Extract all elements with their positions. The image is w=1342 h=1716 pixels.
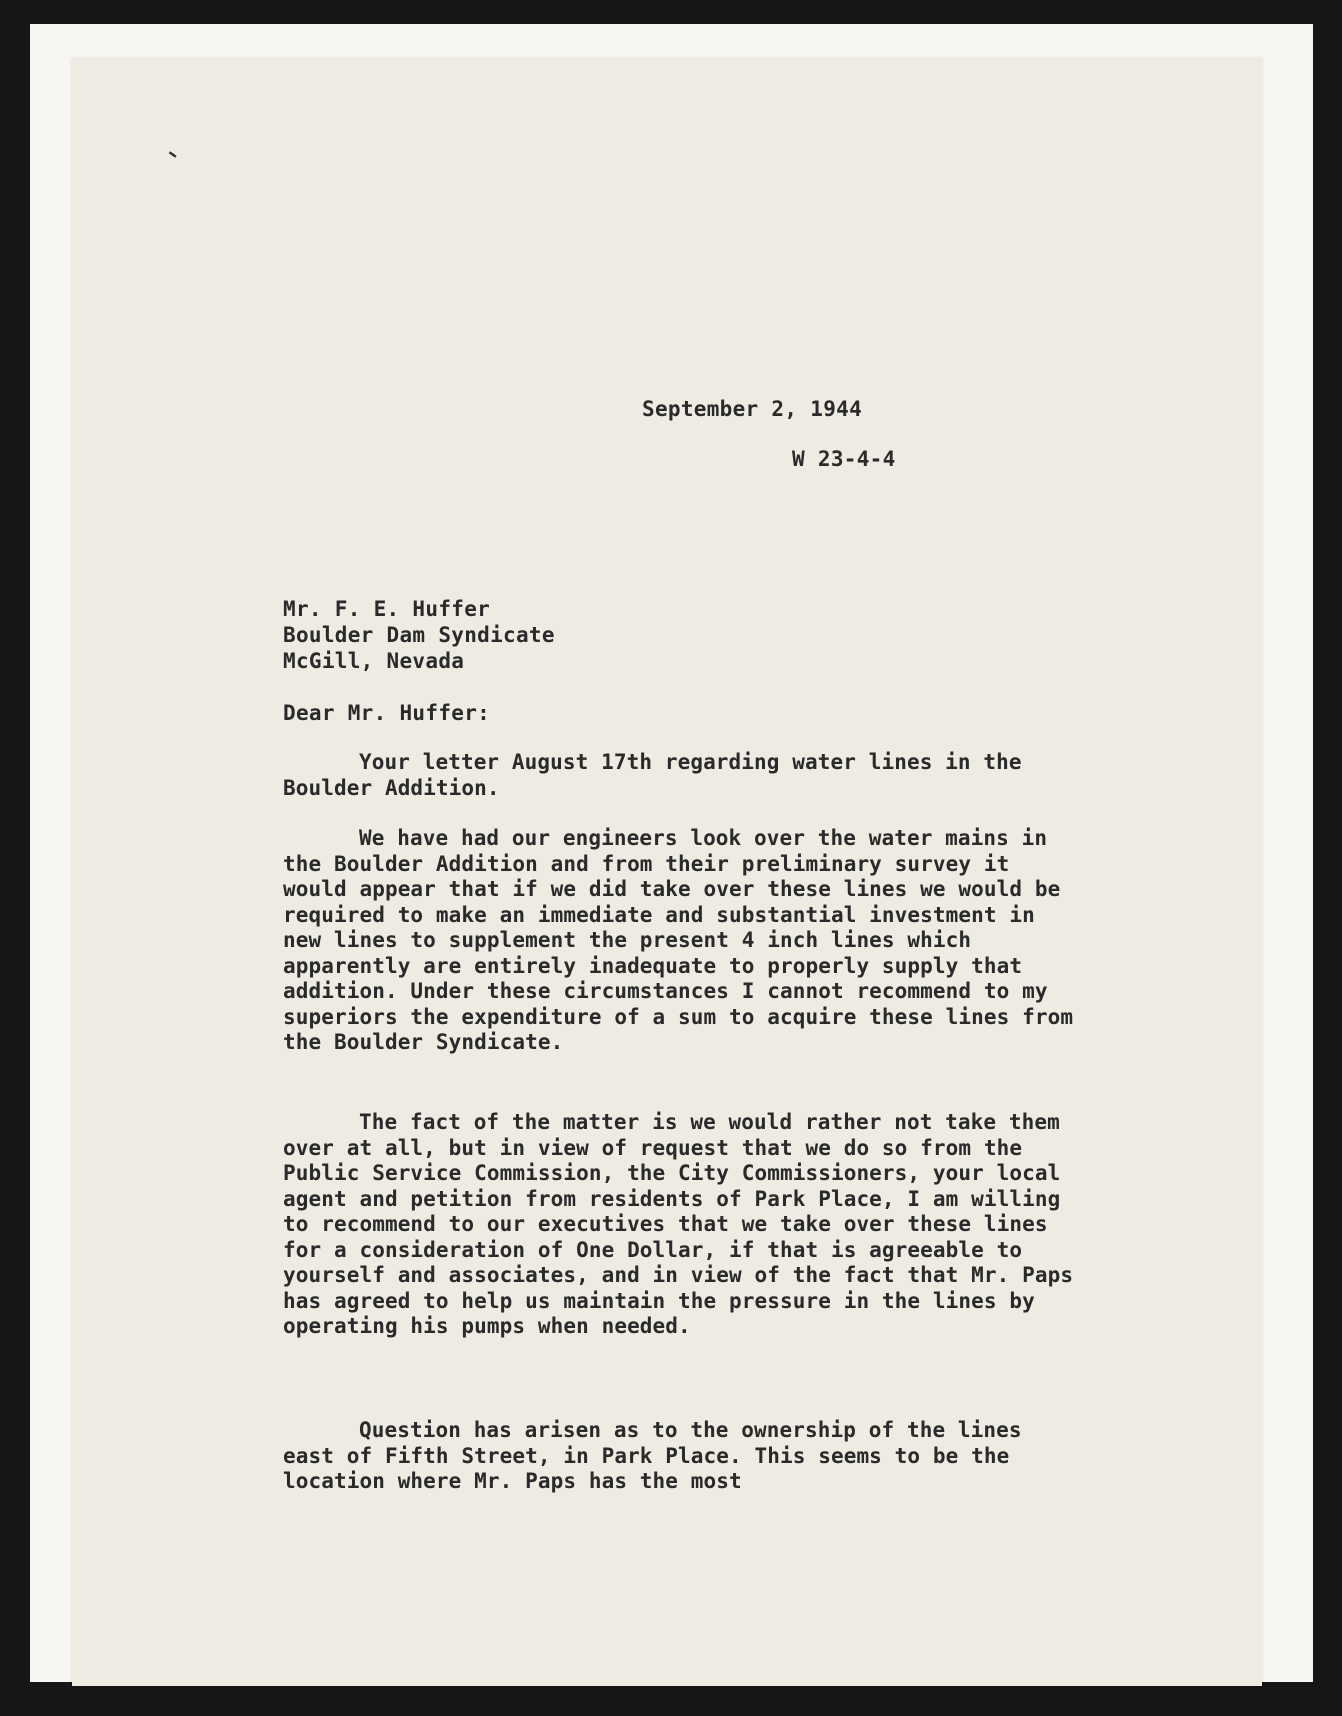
salutation: Dear Mr. Huffer: xyxy=(283,701,491,725)
pencil-mark: - xyxy=(158,136,188,171)
file-reference: W 23-4-4 xyxy=(792,447,896,471)
paragraph-1: Your letter August 17th regarding water lines in the Boulder Addition. xyxy=(283,750,1022,800)
paragraph-2: We have had our engineers look over the water mains in the Boulder Addition and from their preliminary survey it would appear that if we did take over these lines we would be required to make an immediate and substantial investment in new lines to supplement the present 4 inch lines which apparently are entirely inadequate to properly supply that addition. Under these circumstances I cannot recommend to my superiors the expenditure of a sum to acquire these lines from the Boulder Syndicate. xyxy=(283,826,1074,1054)
paragraph-4: Question has arisen as to the ownership of the lines east of Fifth Street, in Park Place. This seems to be the location where Mr. Paps has the most xyxy=(283,1418,1022,1493)
recipient-location: McGill, Nevada xyxy=(283,649,465,673)
recipient-address xyxy=(283,596,555,674)
letter-date: September 2, 1944 xyxy=(642,397,863,421)
recipient-organization: Boulder Dam Syndicate xyxy=(283,623,555,647)
recipient-name: Mr. F. E. Huffer xyxy=(283,597,491,621)
paragraph-3: The fact of the matter is we would rather not take them over at all, but in view of request that we do so from the Public Service Commission, the City Commissioners, your local agent and petition from residents of Park Place, I am willing to recommend to our executives that we take over these lines for a consideration of One Dollar, if that is agreeable to yourself and associates, and in view of the fact that Mr. Paps has agreed to help us maintain the pressure in the lines by operating his pumps when needed. xyxy=(283,1110,1074,1338)
